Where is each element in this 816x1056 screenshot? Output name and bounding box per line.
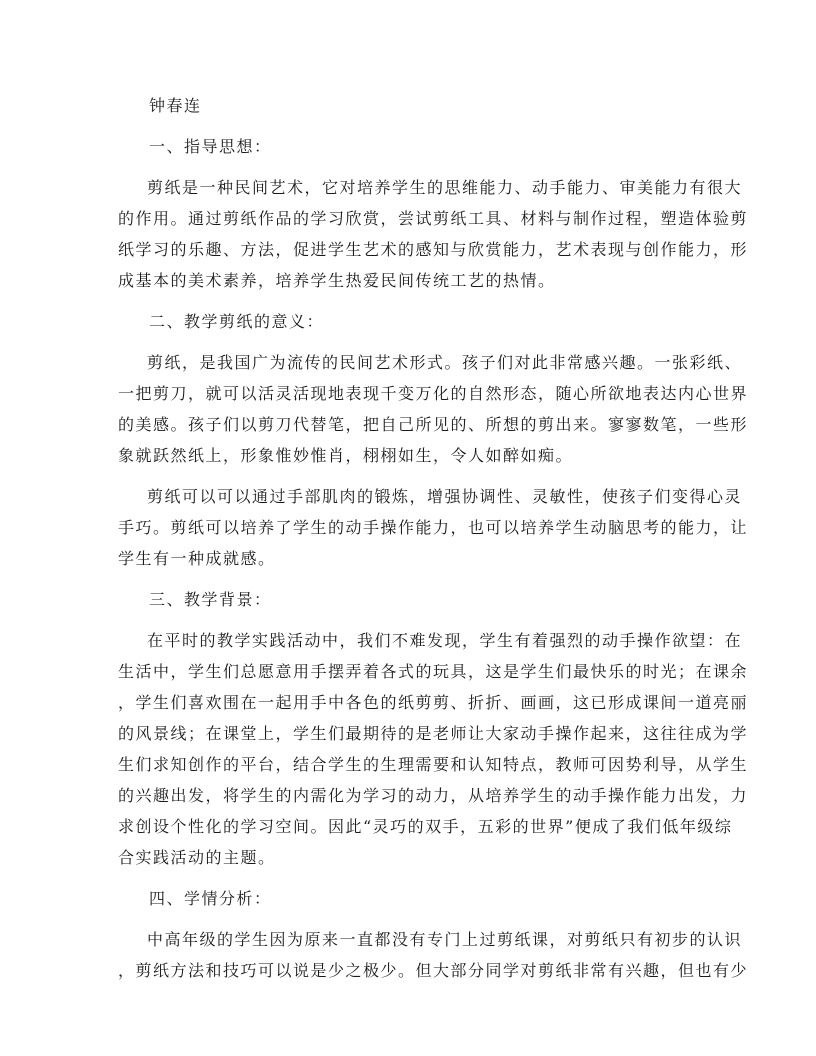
author-name: 钟春连: [149, 96, 202, 115]
paragraph: [118, 347, 749, 471]
section-heading-2: 二、教学剪纸的意义：: [149, 312, 325, 331]
paragraph: [118, 924, 749, 986]
document-page: [118, 88, 749, 986]
section-heading-3: 三、教学背景：: [149, 590, 272, 609]
text-line: 求创设个性化的学习空间。因此“灵巧的双手，五彩的世界”便成了我们低年级综: [118, 817, 733, 836]
text-line: 合实践活动的主题。: [118, 848, 276, 867]
text-line: 纸学习的乐趣、方法，促进学生艺术的感知与欣赏能力，艺术表现与创作能力，形: [118, 240, 749, 259]
text-line: 剪纸，是我国广为流传的民间艺术形式。孩子们对此非常感兴趣。一张彩纸、: [147, 353, 743, 372]
text-line: ，学生们喜欢围在一起用手中各色的纸剪剪、折折、画画，这已形成课间一道亮丽: [118, 693, 749, 712]
text-line: 成基本的美术素养，培养学生热爱民间传统工艺的热情。: [118, 271, 556, 290]
text-line: 的美感。孩子们以剪刀代替笔，把自己所见的、所想的剪出来。寥寥数笔，一些形: [118, 415, 749, 434]
text-line: 象就跃然纸上，形象惟妙惟肖，栩栩如生，令人如醉如痴。: [118, 446, 574, 465]
paragraph: [118, 625, 749, 873]
text-line: ，剪纸方法和技巧可以说是少之极少。但大部分同学对剪纸非常有兴趣，但也有少: [118, 961, 749, 980]
text-line: 的作用。通过剪纸作品的学习欣赏，尝试剪纸工具、材料与制作过程，塑造体验剪: [118, 209, 749, 228]
text-line: 剪纸可以可以通过手部肌肉的锻炼，增强协调性、灵敏性，使孩子们变得心灵: [147, 487, 743, 506]
text-line: 的风景线；在课堂上，学生们最期待的是老师让大家动手操作起来，这往往成为学: [118, 724, 749, 743]
text-line: 生们求知创作的平台，结合学生的生理需要和认知特点，教师可因势利导，从学生: [118, 755, 749, 774]
text-line: 学生有一种成就感。: [118, 549, 276, 568]
section-heading-1: 一、指导思想：: [149, 137, 272, 156]
text-line: 生活中，学生们总愿意用手摆弄着各式的玩具，这是学生们最快乐的时光；在课余: [118, 662, 749, 681]
text-line: 一把剪刀，就可以活灵活现地表现千变万化的自然形态，随心所欲地表达内心世界: [118, 384, 749, 403]
text-line: 的兴趣出发，将学生的内需化为学习的动力，从培养学生的动手操作能力出发，力: [118, 786, 749, 805]
paragraph: [118, 172, 749, 296]
paragraph: [118, 481, 749, 574]
text-line: 手巧。剪纸可以培养了学生的动手操作能力，也可以培养学生动脑思考的能力，让: [118, 518, 749, 537]
text-line: 中高年级的学生因为原来一直都没有专门上过剪纸课，对剪纸只有初步的认识: [147, 930, 743, 949]
text-line: 在平时的教学实践活动中，我们不难发现，学生有着强烈的动手操作欲望：在: [147, 631, 743, 650]
section-heading-4: 四、学情分析：: [149, 889, 272, 908]
text-line: 剪纸是一种民间艺术，它对培养学生的思维能力、动手能力、审美能力有很大: [147, 178, 743, 197]
